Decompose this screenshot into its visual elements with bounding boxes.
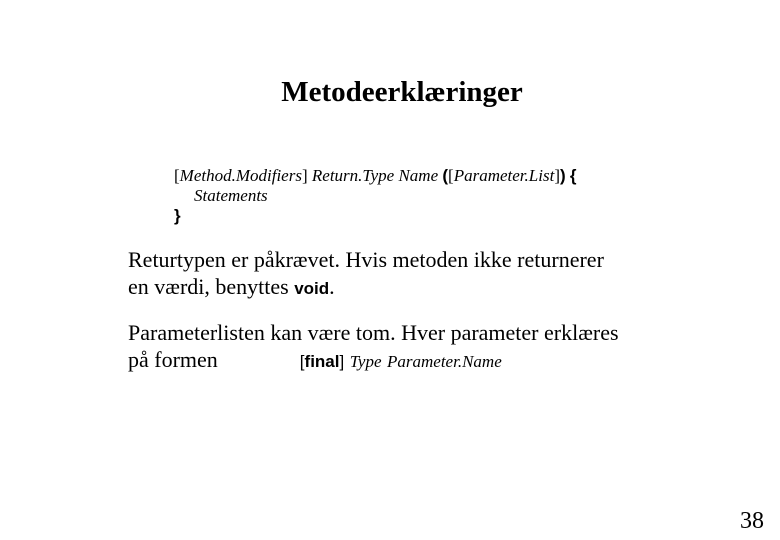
syntax-parameter-list: Parameter.List — [453, 166, 555, 185]
syntax-statements: Statements — [194, 186, 268, 205]
paragraph-text: på formen — [128, 347, 218, 372]
keyword-void: void — [294, 279, 330, 298]
method-syntax-block — [174, 166, 577, 226]
syntax-bracket: ] — [301, 166, 308, 185]
syntax-bracket: ] — [339, 352, 345, 371]
paragraph-text: en værdi, benyttes — [128, 274, 295, 299]
paragraph-return-type — [128, 246, 604, 302]
syntax-bracket: [ — [174, 166, 180, 185]
keyword-final: final — [304, 352, 340, 371]
syntax-open-paren: ( — [442, 166, 449, 185]
syntax-close-paren: ) — [559, 166, 566, 185]
paragraph-line — [128, 346, 619, 375]
syntax-bracket: ] — [554, 166, 560, 185]
paragraph-line — [128, 273, 604, 302]
syntax-type: Type — [349, 352, 382, 371]
syntax-parameter-name: Parameter.Name — [387, 352, 502, 371]
syntax-method-modifiers: Method.Modifiers — [179, 166, 302, 185]
syntax-return-type: Return.Type — [311, 166, 395, 185]
syntax-name: Name — [398, 166, 439, 185]
paragraph-line: Parameterlisten kan være tom. Hver parameter erklæres — [128, 320, 619, 345]
syntax-open-brace: { — [569, 166, 577, 185]
syntax-close-brace: } — [174, 206, 181, 225]
paragraph-text: . — [329, 274, 335, 299]
syntax-bracket: [ — [448, 166, 454, 185]
syntax-bracket: [ — [299, 352, 305, 371]
page-number: 38 — [740, 508, 764, 534]
paragraph-parameter-list — [128, 319, 619, 375]
slide-title: Metodeerklæringer — [281, 76, 523, 108]
paragraph-line: Returtypen er påkrævet. Hvis metoden ikke returnerer — [128, 247, 604, 272]
syntax-signature-line — [174, 166, 577, 186]
